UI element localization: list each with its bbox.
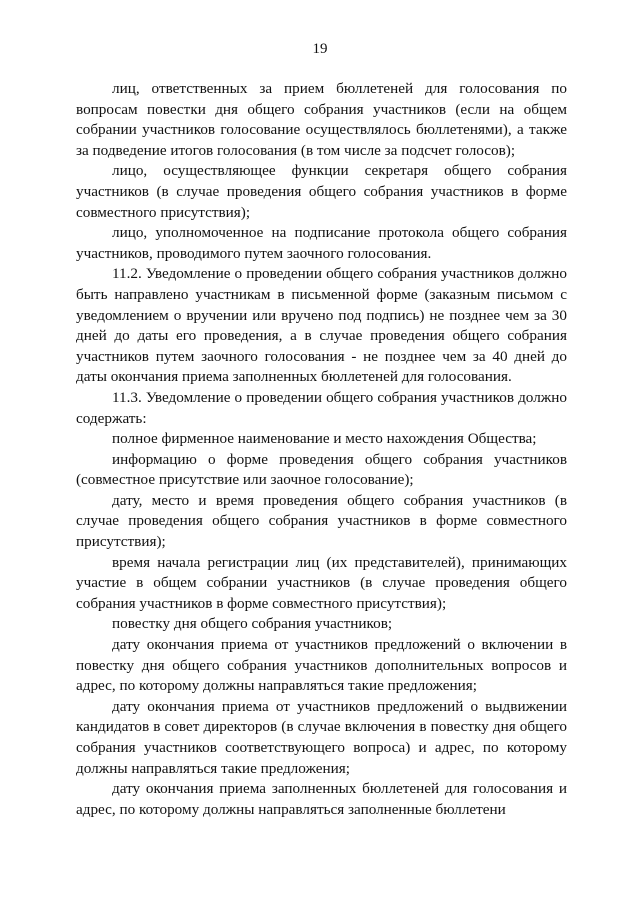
paragraph: полное фирменное наименование и место нахождения Общества; [112,430,537,448]
page-number: 19 [312,41,328,57]
paragraph: дату окончания приема от участников предложений о включении в повестку дня общего собрания участников дополнительных вопросов и адрес, по которому должны направляться такие предложения; [76,636,567,695]
paragraph: 11.3. Уведомление о проведении общего собрания участников должно содержать: [76,388,567,427]
paragraph: лицо, осуществляющее функции секретаря общего собрания участников (в случае проведения общего собрания участников в форме совместного присутствия); [76,162,567,221]
paragraph: информацию о форме проведения общего собрания участников (совместное присутствие или заочное голосование); [76,450,567,489]
paragraph: дату окончания приема заполненных бюллетеней для голосования и адрес, по которому должны направляться заполненные бюллетени [76,780,567,818]
paragraph: повестку дня общего собрания участников; [112,615,393,633]
paragraph: лицо, уполномоченное на подписание протокола общего собрания участников, проводимого путем заочного голосования. [76,224,567,262]
paragraph: дату, место и время проведения общего собрания участников (в случае проведения общего собрания участников в форме совместного присутствия); [76,491,567,551]
paragraph: дату окончания приема от участников предложений о выдвижении кандидатов в совет директоров (в случае включения в повестку дня общего собрания участников соответствующего вопроса) и адрес, по которому должны направляться такие предложения; [76,697,567,777]
paragraph: лиц, ответственных за прием бюллетеней для голосования по вопросам повестки дня общего собрания участников (если на общем собрании участников голосование осуществлялось бюллетенями), а также за подведение итогов голосования (в том числе за подсчет голосов); [76,80,567,159]
paragraph: 11.2. Уведомление о проведении общего собрания участников должно быть направлено участникам в письменной форме (заказным письмом с уведомлением о вручении или вручено под подпись) не позднее чем за 30 дней до даты его проведения, а в случае проведения общего собрания участников путем заочного голосования - не позднее чем за 40 дней до даты окончания приема заполненных бюллетеней для голосования. [76,265,567,386]
document-body [76,79,567,820]
paragraph: время начала регистрации лиц (их представителей), принимающих участие в общем собрании участников (в случае проведения общего собрания участников в форме совместного присутствия); [76,553,567,612]
